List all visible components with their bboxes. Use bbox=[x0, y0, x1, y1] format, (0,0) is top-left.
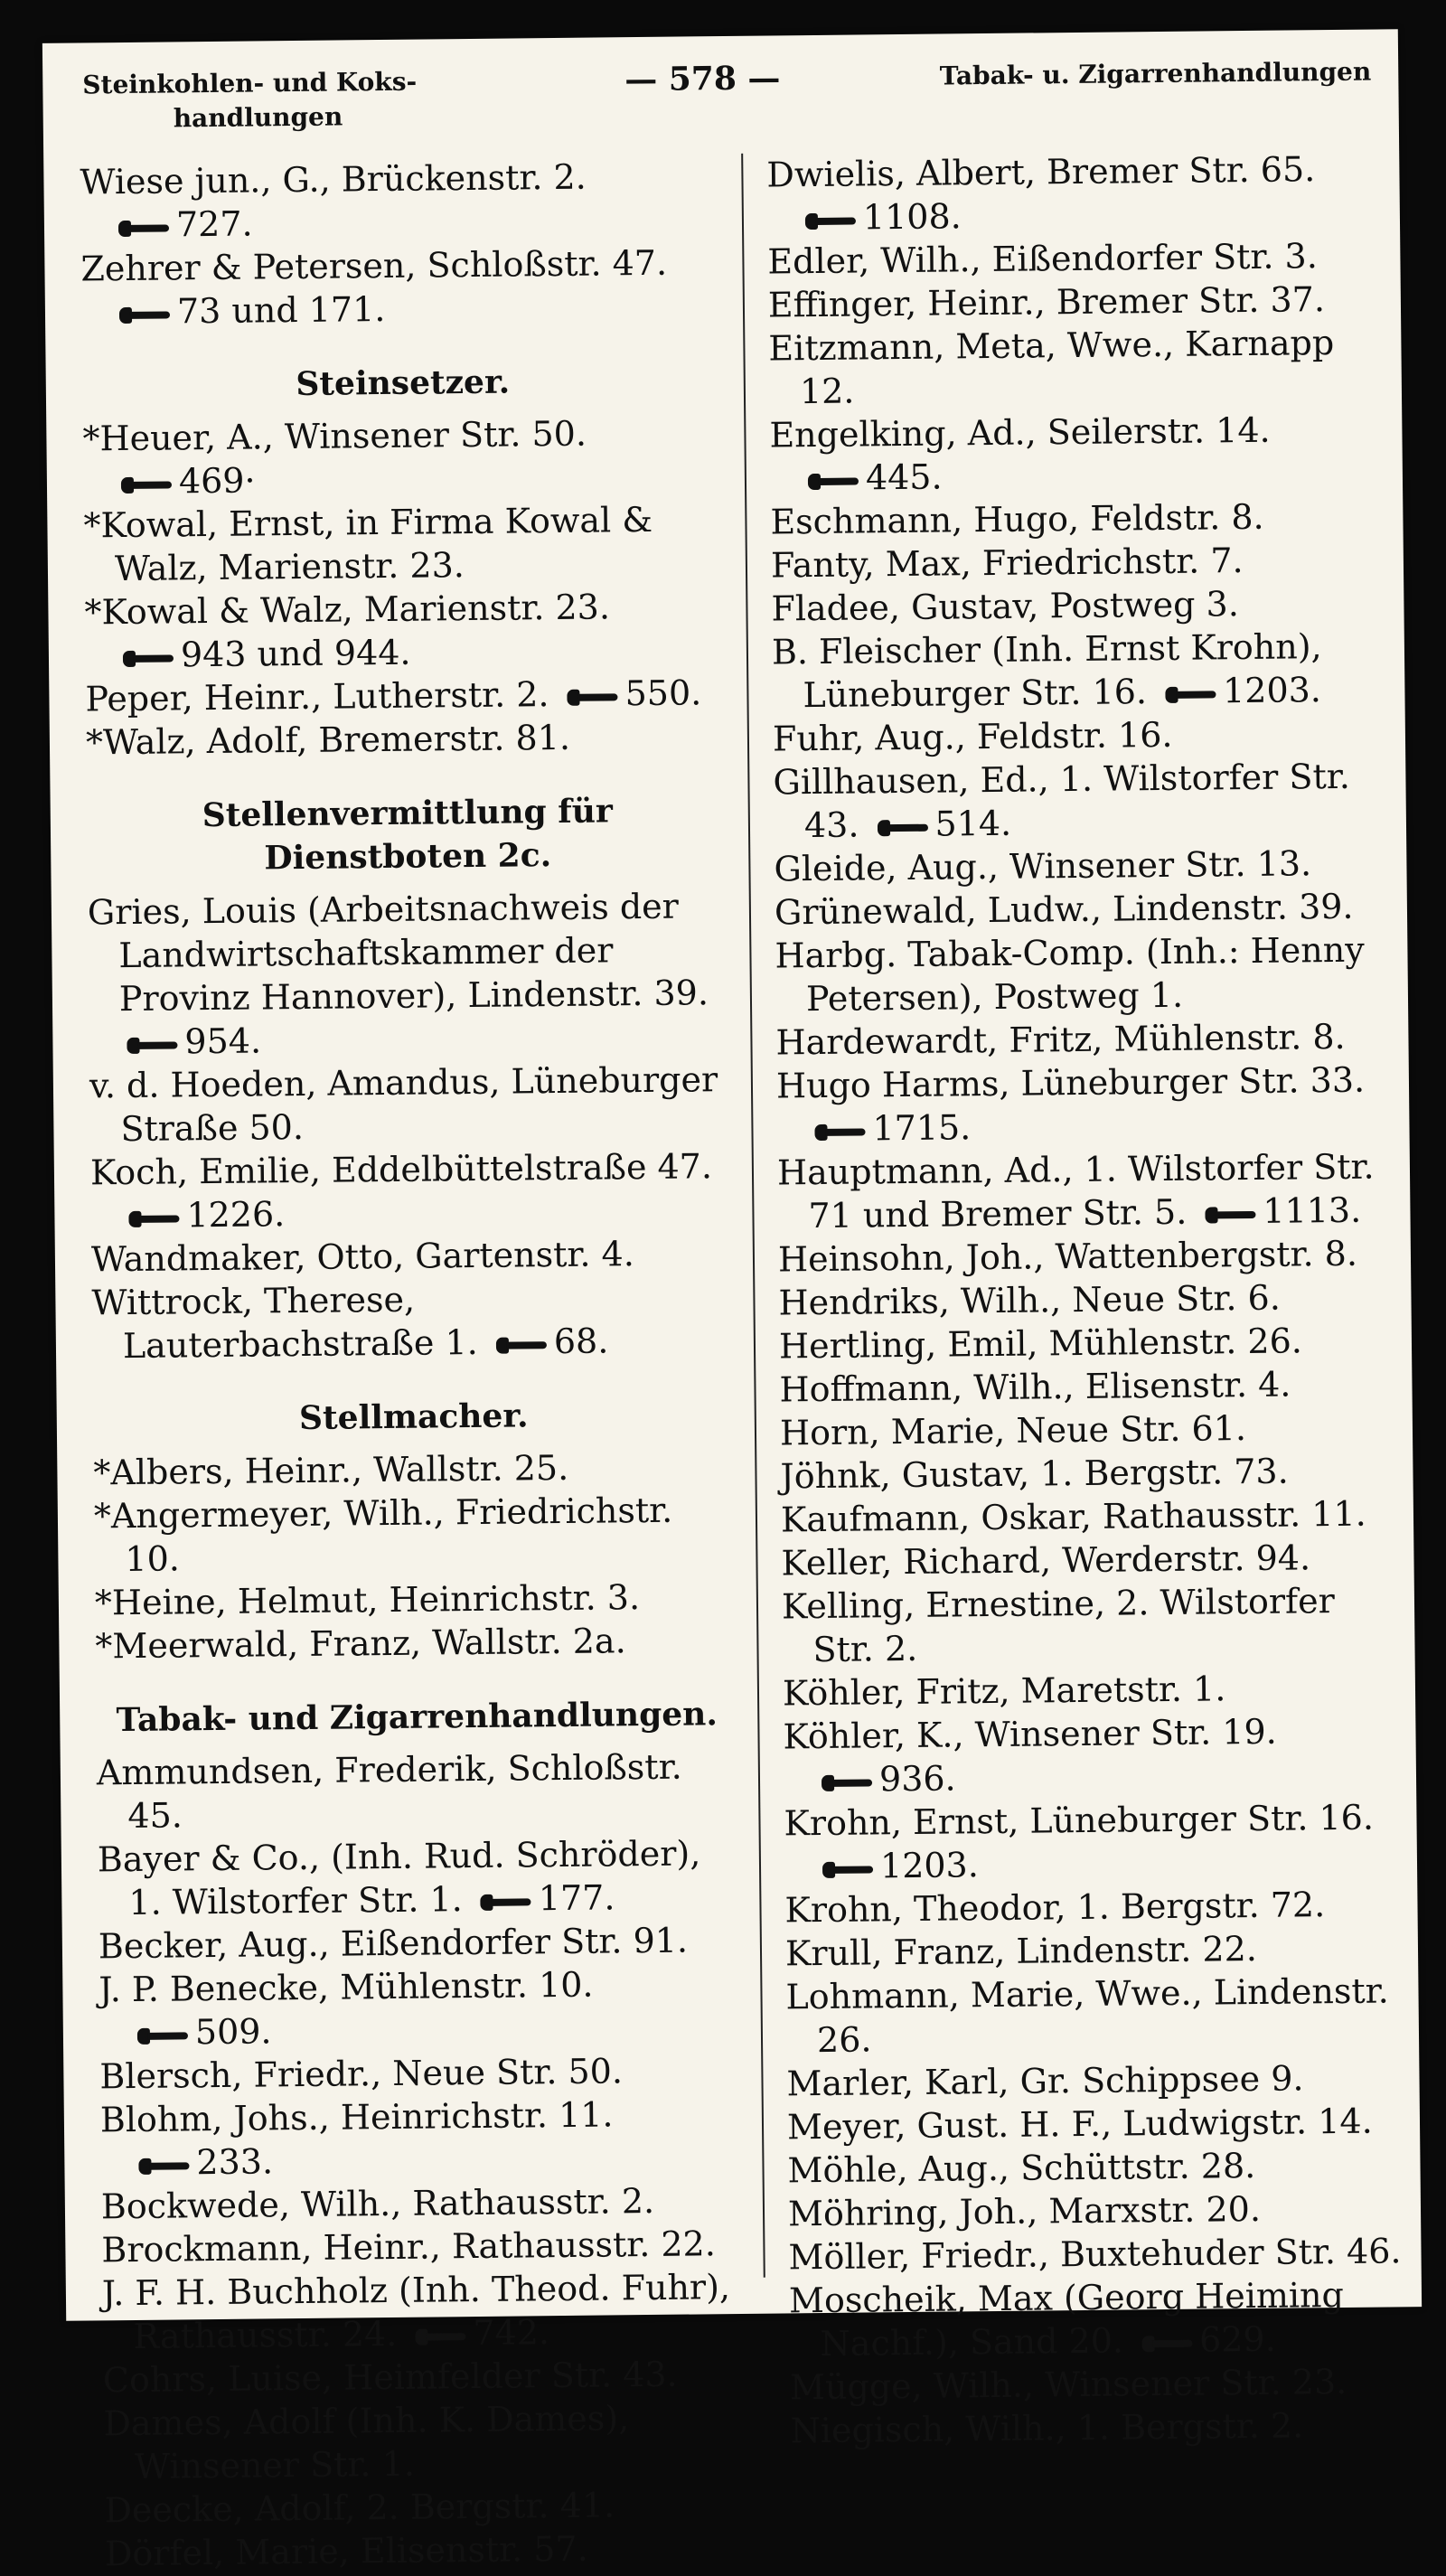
directory-entry bbox=[790, 2402, 1404, 2452]
phone-number-text: 514. bbox=[934, 803, 1012, 844]
phone-number-text: 943 und 944. bbox=[180, 632, 411, 675]
directory-entry bbox=[767, 233, 1382, 283]
phone-number bbox=[559, 672, 701, 714]
entry-text: Ammundsen, Frederik, Schloßstr. 45. bbox=[96, 1746, 682, 1837]
phone-number bbox=[130, 2011, 272, 2053]
phone-number-text: 954. bbox=[184, 1020, 262, 1062]
running-head-left bbox=[82, 64, 481, 137]
phone-number-text: 469· bbox=[178, 460, 256, 502]
left-column bbox=[80, 154, 744, 2574]
phone-number bbox=[869, 804, 1011, 845]
entry-text: Edler, Wilh., Eißendorfer Str. 3. bbox=[767, 236, 1318, 282]
phone-number bbox=[116, 633, 411, 675]
directory-entry bbox=[86, 714, 728, 764]
entry-text: Zehrer & Petersen, Schloßstr. 47. bbox=[80, 242, 668, 289]
directory-entry bbox=[779, 1318, 1394, 1368]
phone-number bbox=[814, 1758, 956, 1800]
entry-text: Krohn, Theodor, 1. Bergstr. 72. bbox=[784, 1885, 1326, 1931]
entry-text: *Kowal & Walz, Marienstr. 23. bbox=[84, 587, 611, 633]
phone-number bbox=[114, 460, 256, 502]
phone-number-text: 727. bbox=[175, 203, 253, 245]
telephone-icon bbox=[415, 2327, 467, 2347]
phone-number bbox=[807, 1107, 971, 1149]
directory-entry bbox=[783, 1708, 1398, 1801]
entry-text: Kaufmann, Oskar, Rathausstr. 11. bbox=[780, 1493, 1366, 1540]
directory-entry bbox=[768, 320, 1384, 413]
directory-entry bbox=[786, 2055, 1401, 2105]
entry-text: Wittrock, Therese, Lauterbachstraße 1. bbox=[91, 1279, 478, 1367]
directory-entry bbox=[772, 624, 1387, 717]
phone-number bbox=[815, 1845, 979, 1886]
phone-number-text: 1715. bbox=[872, 1107, 972, 1149]
directory-entry bbox=[771, 580, 1385, 630]
directory-entry bbox=[790, 2359, 1404, 2409]
telephone-icon bbox=[1165, 684, 1217, 705]
phone-number-text: 1113. bbox=[1263, 1189, 1362, 1231]
entry-text: Möller, Friedr., Buxtehuder Str. 46. bbox=[788, 2231, 1402, 2278]
entry-text: Becker, Aug., Eißendorfer Str. 91. bbox=[98, 1920, 689, 1967]
entry-text: *Albers, Heinr., Wallstr. 25. bbox=[93, 1447, 569, 1493]
entry-text: Bockwede, Wilh., Rathausstr. 2. bbox=[100, 2180, 655, 2227]
entry-text: Harbg. Tabak-Comp. (Inh.: Henny Petersen), Postweg 1. bbox=[775, 929, 1365, 1020]
entry-text: Gries, Louis (Arbeitsnachweis der Landwirtschaftskammer der Provinz Hannover), Lindenstr. 39. bbox=[87, 886, 709, 1020]
entry-text: Krohn, Ernst, Lüneburger Str. 16. bbox=[784, 1797, 1375, 1844]
directory-entry bbox=[778, 1274, 1393, 1324]
section-title-steinsetzer: Steinsetzer. bbox=[296, 362, 511, 404]
directory-entry bbox=[99, 1961, 741, 2054]
directory-entry bbox=[101, 2178, 743, 2228]
entry-text: Hendriks, Wilh., Neue Str. 6. bbox=[778, 1277, 1282, 1323]
entry-text: B. Fleischer (Inh. Ernst Krohn), Lüneburger Str. 16. bbox=[771, 626, 1322, 716]
directory-entry bbox=[102, 2265, 745, 2358]
entry-text: Grünewald, Ludw., Lindenstr. 39. bbox=[774, 886, 1354, 933]
phone-number bbox=[801, 457, 943, 499]
entry-text: Fladee, Gustav, Postweg 3. bbox=[771, 584, 1240, 629]
directory-entry bbox=[785, 1969, 1401, 2062]
entry-text: Moscheik, Max (Georg Heiming Nachf.), Sand 20. bbox=[788, 2274, 1345, 2364]
entry-text: Fanty, Max, Friedrichstr. 7. bbox=[770, 541, 1244, 586]
running-head-left-line1: Steinkohlen- und Koks- bbox=[82, 66, 418, 100]
phone-number bbox=[474, 1877, 615, 1919]
entry-text: Blersch, Friedr., Neue Str. 50. bbox=[99, 2051, 624, 2097]
entry-text: Gillhausen, Ed., 1. Wilstorfer Str. 43. bbox=[773, 756, 1351, 846]
entry-text: *Walz, Adolf, Bremerstr. 81. bbox=[85, 717, 571, 763]
directory-page bbox=[42, 29, 1422, 2574]
directory-entry bbox=[770, 494, 1385, 543]
entry-text: Hugo Harms, Lüneburger Str. 33. bbox=[775, 1059, 1366, 1106]
entry-text: Lohmann, Marie, Wwe., Lindenstr. 26. bbox=[785, 1970, 1389, 2061]
telephone-icon bbox=[568, 687, 620, 708]
telephone-icon bbox=[128, 1208, 181, 1229]
running-head-left-line2: handlungen bbox=[173, 101, 343, 134]
entry-text: Keller, Richard, Werderstr. 94. bbox=[781, 1537, 1311, 1584]
entry-text: Wandmaker, Otto, Gartenstr. 4. bbox=[90, 1234, 635, 1280]
entry-text: *Angermeyer, Wilh., Friedrichstr. 10. bbox=[93, 1490, 673, 1580]
phone-number bbox=[131, 2141, 273, 2183]
telephone-icon bbox=[814, 1122, 867, 1142]
phone-number-text: 1226. bbox=[186, 1194, 286, 1236]
phone-number bbox=[489, 1321, 609, 1361]
entry-text: Cohrs, Luise, Heimfelder Str. 43. bbox=[102, 2354, 678, 2401]
telephone-icon bbox=[496, 1335, 549, 1356]
phone-number bbox=[119, 1020, 261, 1062]
stellmacher-entries bbox=[93, 1444, 737, 1668]
directory-entry bbox=[768, 277, 1383, 326]
directory-entry bbox=[103, 2352, 745, 2402]
phone-number-text: 445. bbox=[865, 456, 943, 498]
directory-entry bbox=[788, 2186, 1403, 2235]
phone-number-text: 1203. bbox=[1222, 670, 1322, 711]
directory-entry bbox=[787, 2142, 1402, 2192]
telephone-icon bbox=[138, 2156, 191, 2176]
directory-entry bbox=[787, 2099, 1402, 2148]
phone-number bbox=[112, 289, 386, 332]
section-title-stellenvermittlung: Stellenvermittlung für Dienstboten 2c. bbox=[202, 792, 614, 878]
directory-entry bbox=[780, 1448, 1394, 1498]
entry-text: Deecke, Adolf, 2. Bergstr. 41. bbox=[104, 2485, 615, 2531]
directory-entry bbox=[788, 2229, 1403, 2279]
phone-number-text: 177. bbox=[538, 1877, 615, 1919]
telephone-icon bbox=[118, 218, 171, 239]
telephone-icon bbox=[805, 211, 858, 231]
right-column-entries bbox=[766, 146, 1405, 2452]
running-head-right: Tabak- u. Zigarrenhandlungen bbox=[939, 56, 1372, 91]
telephone-icon bbox=[877, 817, 929, 838]
telephone-icon bbox=[127, 1035, 179, 1056]
phone-number-text: 233. bbox=[196, 2141, 274, 2183]
phone-number-text: 742. bbox=[473, 2312, 550, 2354]
entry-text: Köhler, Fritz, Maretstr. 1. bbox=[782, 1669, 1226, 1714]
entry-text: Gleide, Aug., Winsener Str. 13. bbox=[774, 843, 1312, 889]
directory-entry bbox=[773, 710, 1387, 760]
phone-number-text: 509. bbox=[194, 2011, 272, 2053]
directory-entry bbox=[771, 537, 1385, 587]
directory-entry bbox=[785, 1925, 1400, 1975]
telephone-icon bbox=[1205, 1204, 1257, 1225]
directory-entry bbox=[780, 1405, 1394, 1454]
directory-entry bbox=[89, 1058, 732, 1151]
directory-entry bbox=[779, 1361, 1394, 1411]
entry-text: Kelling, Ernestine, 2. Wilstorfer Str. 2. bbox=[781, 1581, 1335, 1670]
phone-number-text: 629. bbox=[1198, 2318, 1276, 2360]
directory-entry bbox=[101, 2222, 743, 2271]
telephone-icon bbox=[808, 471, 860, 492]
entry-text: Jöhnk, Gustav, 1. Bergstr. 73. bbox=[780, 1451, 1289, 1497]
directory-entry bbox=[100, 2092, 743, 2185]
directory-entry bbox=[105, 2525, 746, 2575]
directory-entry bbox=[775, 1014, 1390, 1064]
column-divider bbox=[741, 154, 765, 2278]
directory-entry bbox=[782, 1578, 1397, 1671]
page-number: — 578 — bbox=[624, 59, 781, 99]
entry-text: J. P. Benecke, Mühlenstr. 10. bbox=[99, 1964, 594, 2010]
directory-entry bbox=[781, 1535, 1395, 1584]
directory-entry bbox=[766, 146, 1382, 240]
entry-text: Dames, Adolf (Inh. K. Dames), Winsener Str. 1. bbox=[103, 2398, 630, 2487]
entry-text: *Meerwald, Franz, Wallstr. 2a. bbox=[95, 1621, 626, 1667]
directory-entry bbox=[773, 754, 1388, 847]
directory-entry bbox=[93, 1444, 735, 1494]
directory-entry bbox=[775, 884, 1389, 934]
telephone-icon bbox=[822, 1859, 875, 1880]
directory-entry bbox=[778, 1231, 1393, 1281]
directory-entry bbox=[91, 1231, 733, 1281]
directory-entry bbox=[789, 2272, 1404, 2365]
directory-entry bbox=[83, 497, 726, 590]
entry-text: v. d. Hoeden, Amandus, Lüneburger Straße 50. bbox=[89, 1059, 718, 1150]
entry-text: *Heine, Helmut, Heinrichstr. 3. bbox=[94, 1577, 641, 1623]
tabak-entries bbox=[97, 1744, 747, 2575]
entry-text: Fuhr, Aug., Feldstr. 16. bbox=[772, 714, 1173, 759]
directory-entry bbox=[781, 1491, 1395, 1541]
directory-entry bbox=[784, 1795, 1399, 1888]
phone-number bbox=[1197, 1190, 1361, 1232]
phone-number bbox=[111, 203, 253, 245]
entry-text: Engelking, Ad., Seilerstr. 14. bbox=[769, 409, 1271, 456]
entry-text: Heinsohn, Joh., Wattenbergstr. 8. bbox=[777, 1233, 1358, 1280]
entry-text: Dörfel, Marie, Elisenstr. 57. bbox=[104, 2528, 588, 2574]
telephone-icon bbox=[1141, 2333, 1194, 2354]
directory-entry bbox=[80, 154, 722, 247]
directory-entry bbox=[82, 410, 725, 503]
entry-text: Bayer & Co., (Inh. Rud. Schröder), 1. Wilstorfer Str. 1. bbox=[97, 1833, 701, 1923]
entry-text: Marler, Karl, Gr. Schippsee 9. bbox=[786, 2058, 1304, 2104]
directory-entry bbox=[98, 1831, 740, 1924]
directory-entry bbox=[784, 1882, 1399, 1932]
entry-text: Mügge, Wilh., Winsener Str. 23. bbox=[789, 2361, 1347, 2408]
telephone-icon bbox=[822, 1772, 874, 1793]
entry-text: Dwielis, Albert, Bremer Str. 65. bbox=[766, 149, 1316, 195]
phone-number bbox=[1134, 2319, 1276, 2361]
directory-entry bbox=[776, 1058, 1392, 1151]
section-title-stellmacher: Stellmacher. bbox=[298, 1396, 529, 1438]
phone-number-text: 73 und 171. bbox=[176, 288, 386, 332]
directory-entry bbox=[783, 1665, 1397, 1715]
directory-entry bbox=[95, 1618, 737, 1668]
entry-text: Hardewardt, Fritz, Mühlenstr. 8. bbox=[775, 1016, 1346, 1063]
telephone-icon bbox=[119, 305, 172, 325]
directory-entry bbox=[95, 1575, 737, 1624]
entry-text: Blohm, Johs., Heinrichstr. 11. bbox=[99, 2094, 614, 2140]
entry-text: Eitzmann, Meta, Wwe., Karnapp 12. bbox=[768, 322, 1335, 412]
directory-entry bbox=[99, 2048, 741, 2098]
steinsetzer-entries bbox=[82, 410, 728, 764]
telephone-icon bbox=[121, 475, 174, 495]
directory-entry bbox=[94, 1488, 737, 1581]
entry-text: Meyer, Gust. H. F., Ludwigstr. 14. bbox=[786, 2101, 1373, 2148]
entry-text: Möhring, Joh., Marxstr. 20. bbox=[787, 2188, 1262, 2234]
directory-entry bbox=[769, 407, 1385, 500]
entry-text: Wiese jun., G., Brückenstr. 2. bbox=[80, 156, 587, 202]
entry-text: Niegisch, Wilh., 1. Bergstr. 2. bbox=[790, 2405, 1304, 2451]
directory-entry bbox=[104, 2482, 746, 2532]
directory-entry bbox=[99, 1918, 740, 1968]
entry-text: Hertling, Emil, Mühlenstr. 26. bbox=[778, 1321, 1303, 1367]
directory-entry bbox=[775, 927, 1390, 1020]
directory-entry bbox=[777, 1144, 1393, 1237]
telephone-icon bbox=[123, 648, 175, 669]
phone-number bbox=[1158, 670, 1321, 711]
directory-entry bbox=[774, 841, 1388, 890]
directory-entry bbox=[80, 240, 723, 334]
phone-number-text: 936. bbox=[878, 1758, 956, 1800]
entry-text: *Kowal, Ernst, in Firma Kowal & Walz, Marienstr. 23. bbox=[83, 499, 653, 589]
phone-number-text: 1108. bbox=[862, 196, 962, 238]
entry-text: J. F. H. Buchholz (Inh. Theod. Fuhr), Rathausstr. 24. bbox=[101, 2267, 731, 2357]
entry-text: *Heuer, A., Winsener Str. 50. bbox=[82, 413, 587, 459]
phone-number-text: 550. bbox=[624, 672, 702, 714]
intro-entries bbox=[80, 154, 723, 334]
entry-text: Horn, Marie, Neue Str. 61. bbox=[779, 1408, 1247, 1453]
phone-number-text: 68. bbox=[553, 1321, 609, 1362]
directory-entry bbox=[84, 584, 727, 677]
entry-text: Koch, Emilie, Eddelbüttelstraße 47. bbox=[89, 1146, 713, 1193]
phone-number-text: 1203. bbox=[879, 1845, 980, 1886]
entry-text: Krull, Franz, Lindenstr. 22. bbox=[784, 1928, 1258, 1974]
directory-entry bbox=[85, 671, 727, 720]
directory-entry bbox=[90, 1144, 733, 1237]
entry-text: Peper, Heinr., Lutherstr. 2. bbox=[85, 674, 549, 719]
phone-number bbox=[798, 196, 962, 238]
stellenvermittlung-entries bbox=[88, 884, 734, 1368]
entry-text: Eschmann, Hugo, Feldstr. 8. bbox=[770, 496, 1264, 542]
entry-text: Möhle, Aug., Schüttstr. 28. bbox=[787, 2145, 1256, 2191]
telephone-icon bbox=[481, 1892, 533, 1913]
entry-text: Hauptmann, Ad., 1. Wilstorfer Str. 71 und Bremer Str. 5. bbox=[776, 1146, 1375, 1236]
phone-number bbox=[121, 1194, 285, 1236]
directory-entry bbox=[103, 2395, 746, 2488]
entry-text: Hoffmann, Wilh., Elisenstr. 4. bbox=[779, 1364, 1291, 1410]
section-title-tabak: Tabak- und Zigarrenhandlungen. bbox=[116, 1695, 718, 1740]
entry-text: Brockmann, Heinr., Rathausstr. 22. bbox=[101, 2223, 717, 2270]
entry-text: Effinger, Heinr., Bremer Str. 37. bbox=[767, 279, 1326, 325]
directory-entry bbox=[97, 1744, 739, 1838]
entry-text: Köhler, K., Winsener Str. 19. bbox=[783, 1711, 1277, 1757]
phone-number bbox=[408, 2312, 549, 2354]
right-column bbox=[766, 146, 1404, 2451]
telephone-icon bbox=[137, 2026, 190, 2046]
directory-entry bbox=[88, 884, 731, 1064]
directory-entry bbox=[91, 1274, 734, 1368]
